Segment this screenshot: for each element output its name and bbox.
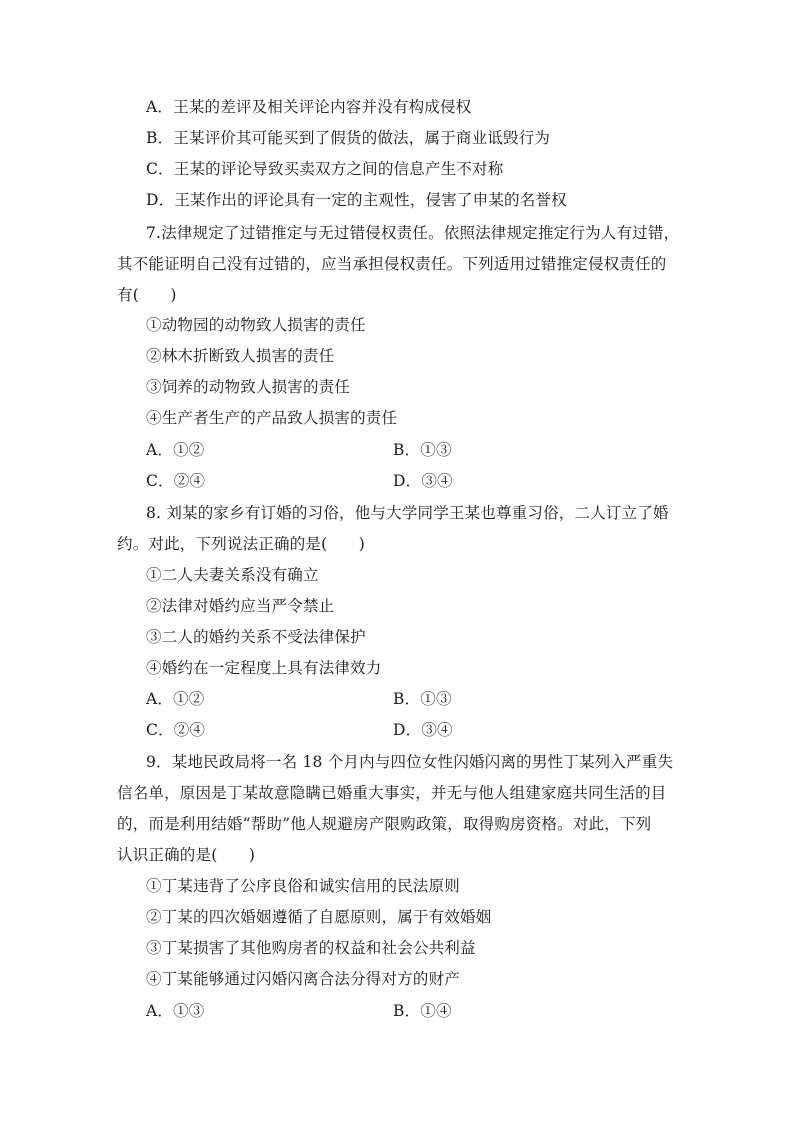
q9-stem-line-3: 的，而是利用结婚“帮助”他人规避房产限购政策，取得购房资格。对此，下列: [117, 815, 652, 833]
q9-statement-3: ③丁某损害了其他购房者的权益和社会公共利益: [146, 939, 476, 957]
q7-choice-c: C．②④: [146, 472, 206, 490]
q8-choice-b: B．①③: [393, 690, 452, 708]
q7-statement-2: ②林木折断致人损害的责任: [146, 347, 335, 365]
q7-choice-d: D．③④: [393, 472, 453, 490]
q8-choice-c: C．②④: [146, 721, 206, 739]
q8-stem-line-2: 约。对此，下列说法正确的是( ): [117, 535, 365, 553]
q9-statement-1: ①丁某违背了公序良俗和诚实信用的民法原则: [146, 877, 461, 895]
q7-stem-line-3: 有( ): [117, 286, 177, 304]
q7-choice-b: B．①③: [393, 441, 452, 459]
q8-stem-line-1: 8. 刘某的家乡有订婚的习俗，他与大学同学王某也尊重习俗，二人订立了婚: [146, 504, 669, 522]
q8-statement-3: ③二人的婚约关系不受法律保护: [146, 628, 366, 646]
q6-option-b: B．王某评价其可能买到了假货的做法，属于商业诋毁行为: [146, 129, 551, 147]
q9-stem-line-2: 信名单，原因是丁某故意隐瞒已婚重大事实，并无与他人组建家庭共同生活的目: [117, 784, 667, 802]
q6-option-d: D．王某作出的评论具有一定的主观性，侵害了申某的名誉权: [146, 191, 567, 209]
q8-statement-1: ①二人夫妻关系没有确立: [146, 566, 319, 584]
q7-choice-a: A．①②: [146, 441, 205, 459]
q9-choice-b: B．①④: [393, 1002, 452, 1020]
q7-stem-line-2: 其不能证明自己没有过错的，应当承担侵权责任。下列适用过错推定侵权责任的: [117, 255, 667, 273]
q8-statement-2: ②法律对婚约应当严令禁止: [146, 597, 335, 615]
q9-choice-a: A．①③: [146, 1002, 205, 1020]
q6-option-c: C．王某的评论导致买卖双方之间的信息产生不对称: [146, 160, 504, 178]
q7-stem-line-1: 7.法律规定了过错推定与无过错侵权责任。依照法律规定推定行为人有过错，: [146, 224, 680, 242]
q8-choice-d: D．③④: [393, 721, 453, 739]
q7-statement-4: ④生产者生产的产品致人损害的责任: [146, 409, 398, 427]
q7-statement-1: ①动物园的动物致人损害的责任: [146, 316, 366, 334]
q9-statement-4: ④丁某能够通过闪婚闪离合法分得对方的财产: [146, 970, 461, 988]
q9-statement-2: ②丁某的四次婚姻遵循了自愿原则，属于有效婚姻: [146, 908, 492, 926]
q6-option-a: A．王某的差评及相关评论内容并没有构成侵权: [146, 98, 472, 116]
q8-statement-4: ④婚约在一定程度上具有法律效力: [146, 659, 382, 677]
q8-choice-a: A．①②: [146, 690, 205, 708]
q7-statement-3: ③饲养的动物致人损害的责任: [146, 378, 351, 396]
q9-stem-line-1: 9．某地民政局将一名 18 个月内与四位女性闪婚闪离的男性丁某列入严重失: [146, 753, 674, 771]
q9-stem-line-4: 认识正确的是( ): [117, 846, 256, 864]
